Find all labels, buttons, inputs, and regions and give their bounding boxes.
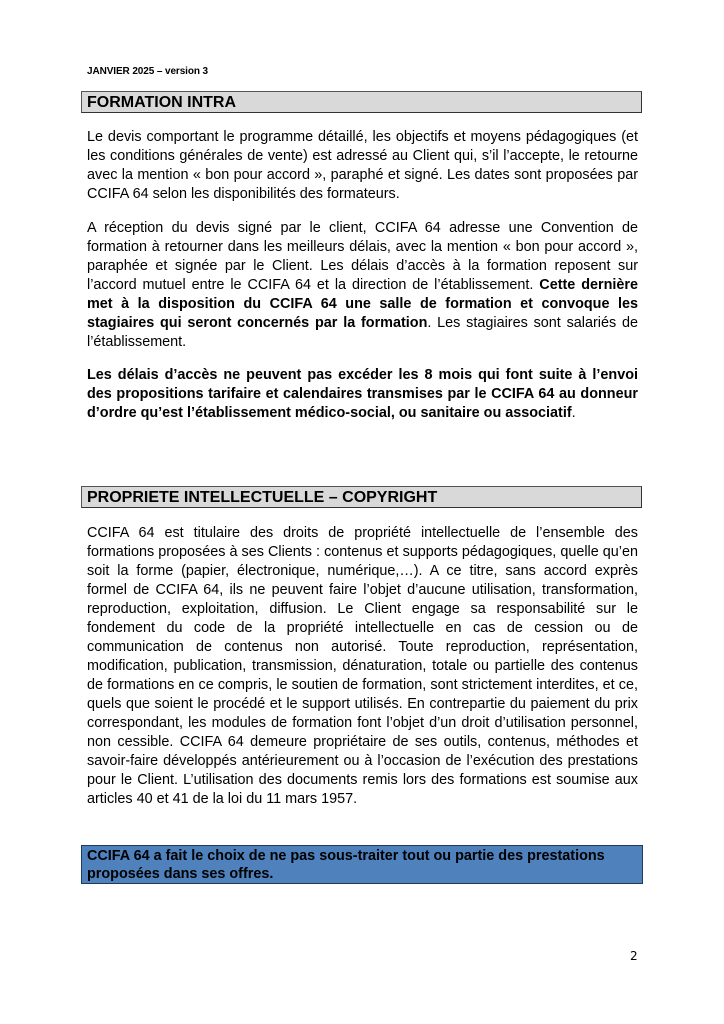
paragraph-bold-text: Les délais d’accès ne peuvent pas excéder les 8 mois qui font suite à l’envoi des propositions tarifaire et calendaires transmises par le CCIFA 64 au donneur d’ordre qu’est l’établissement médico-social, ou sanitaire ou associatif bbox=[87, 367, 638, 421]
subcontracting-notice: CCIFA 64 a fait le choix de ne pas sous-traiter tout ou partie des prestations proposées dans ses offres. bbox=[81, 845, 643, 884]
paragraph bbox=[87, 366, 638, 423]
paragraph bbox=[87, 128, 638, 204]
paragraph-text: CCIFA 64 est titulaire des droits de propriété intellectuelle de l’ensemble des formations proposées à ses Clients : contenus et supports pédagogiques, quelle qu’en soit la forme (papier, électronique, numérique,…). A ce titre, sans accord exprès formel de CCIFA 64, ils ne peuvent faire l’objet d’aucune utilisation, transformation, reproduction, exploitation, diffusion. Le Client engage sa responsabilité sur le fondement du code de la propriété intellectuelle en cas de cession ou de communication de contenus non autorisé. Toute reproduction, représentation, modification, publication, transmission, dénaturation, totale ou partielle des contenus de formations en ce compris, le soutien de formation, sont strictement interdites, et ce, quels que soient le procédé et le support utilisés. En contrepartie du paiement du prix correspondant, les modules de formation font l’objet d’un droit d’utilisation personnel, non cessible. CCIFA 64 demeure propriétaire de ses outils, contenus, méthodes et savoir-faire développés antérieurement ou à l’occasion de l’exécution des prestations pour le Client. L’utilisation des documents remis lors des formations est soumise aux articles 40 et 41 de la loi du 11 mars 1957. bbox=[87, 525, 638, 807]
paragraph-text: Le devis comportant le programme détaillé, les objectifs et moyens pédagogiques (et les conditions générales de vente) est adressé au Client qui, s’il l’accepte, le retourne avec la mention « bon pour accord », paraphé et signé. Les dates sont proposées par CCIFA 64 selon les disponibilités des formateurs. bbox=[87, 129, 638, 202]
paragraph-text: . Les stagiaires sont salariés de l’établissement. bbox=[87, 315, 638, 350]
paragraph-bold-text: Cette dernière met à la disposition du CCIFA 64 une salle de formation et convoque les stagiaires qui seront concernés par la formation bbox=[87, 277, 638, 331]
page-number: 2 bbox=[630, 949, 638, 963]
paragraph-text: . bbox=[571, 405, 576, 421]
paragraph bbox=[87, 524, 638, 809]
section-title-formation-intra: FORMATION INTRA bbox=[81, 91, 642, 113]
paragraph-text: A réception du devis signé par le client, CCIFA 64 adresse une Convention de formation à retourner dans les meilleurs délais, avec la mention « bon pour accord », paraphée et signée par le Client. Les délais d’accès à la formation reposent sur l’accord mutuel entre le CCIFA 64 et la direction de l’établissement. bbox=[87, 220, 638, 293]
section-title-propriete-intellectuelle: PROPRIETE INTELLECTUELLE – COPYRIGHT bbox=[81, 486, 642, 508]
page-header: JANVIER 2025 – version 3 bbox=[87, 66, 208, 77]
paragraph bbox=[87, 219, 638, 352]
